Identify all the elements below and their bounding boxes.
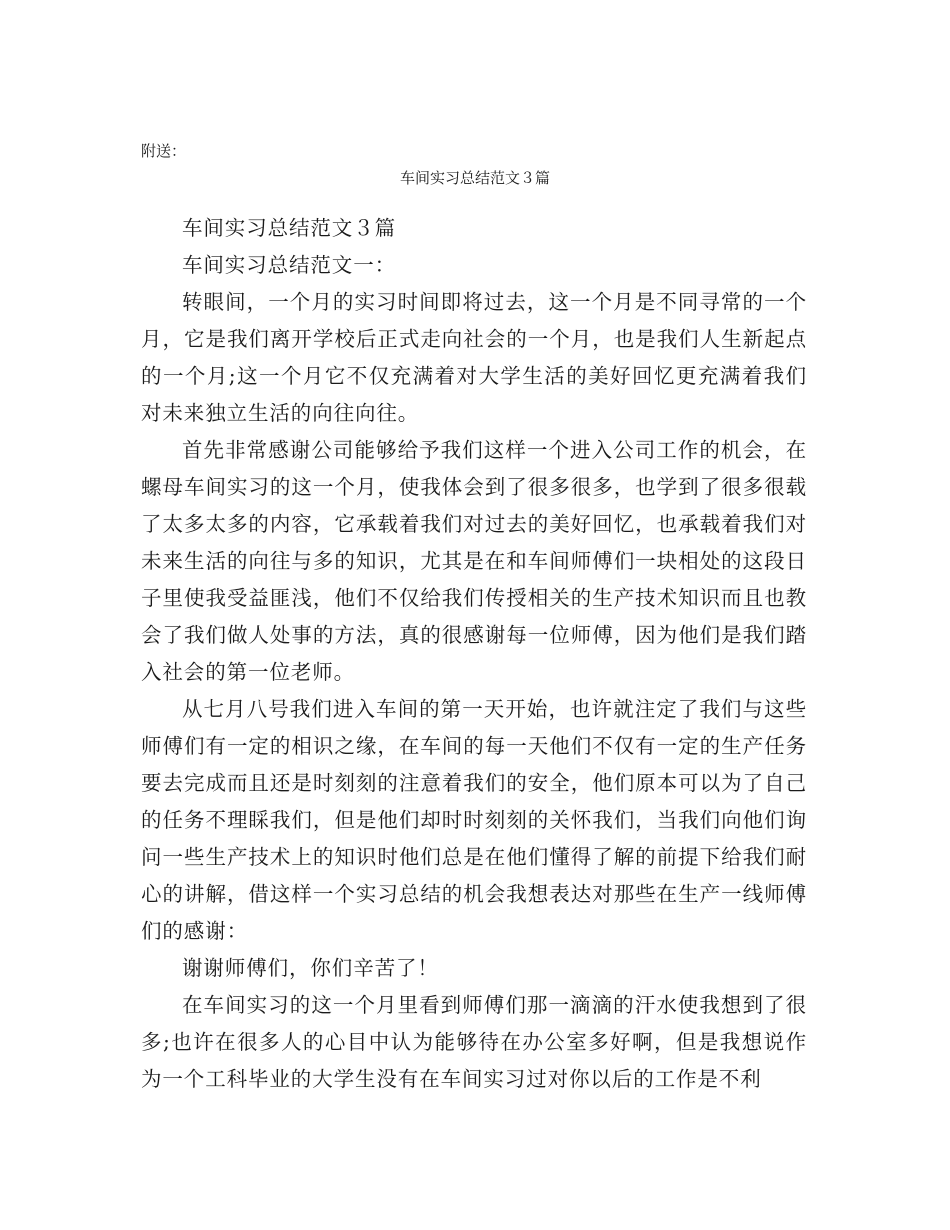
document-title: 车间实习总结范文３篇: [399, 169, 550, 187]
paragraph: 从七月八号我们进入车间的第一天开始，也许就注定了我们与这些师傅们有一定的相识之缘，在车间的每一天他们不仅有一定的生产任务要去完成而且还是时刻刻的注意着我们的安全，他们原本可以为了自己的任务不理睬我们，但是他们却时时刻刻的关怀我们，当我们向他们询问一些生产技术上的知识时他们总是在他们懂得了解的前提下给我们耐心的讲解，借这样一个实习总结的机会我想表达对那些在生产一线师傅们的感谢：: [141, 697, 807, 943]
paragraph: 在车间实习的这一个月里看到师傅们那一滴滴的汗水使我想到了很多;也许在很多人的心目中认为能够待在办公室多好啊，但是我想说作为一个工科毕业的大学生没有在车间实习过对你以后的工作是不利: [141, 993, 807, 1091]
document-body: [141, 210, 807, 1098]
paragraph: 转眼间，一个月的实习时间即将过去，这一个月是不同寻常的一个月，它是我们离开学校后正式走向社会的一个月，也是我们人生新起点的一个月;这一个月它不仅充满着对大学生活的美好回忆更充满着我们对未来独立生活的向往向往。: [141, 290, 807, 425]
section-subheading: 车间实习总结范文一：: [182, 253, 396, 277]
paragraph: 首先非常感谢公司能够给予我们这样一个进入公司工作的机会，在螺母车间实习的这一个月，使我体会到了很多很多，也学到了很多很载了太多太多的内容，它承载着我们对过去的美好回忆，也承载着我们对未来生活的向往与多的知识，尤其是在和车间师傅们一块相处的这段日子里使我受益匪浅，他们不仅给我们传授相关的生产技术知识而且也教会了我们做人处事的方法，真的很感谢每一位师傅，因为他们是我们踏入社会的第一位老师。: [141, 438, 807, 684]
section-heading: 车间实习总结范文３篇: [182, 216, 396, 240]
appendix-label: 附送：: [141, 142, 187, 160]
paragraph: 谢谢师傅们，你们辛苦了！: [182, 956, 439, 980]
